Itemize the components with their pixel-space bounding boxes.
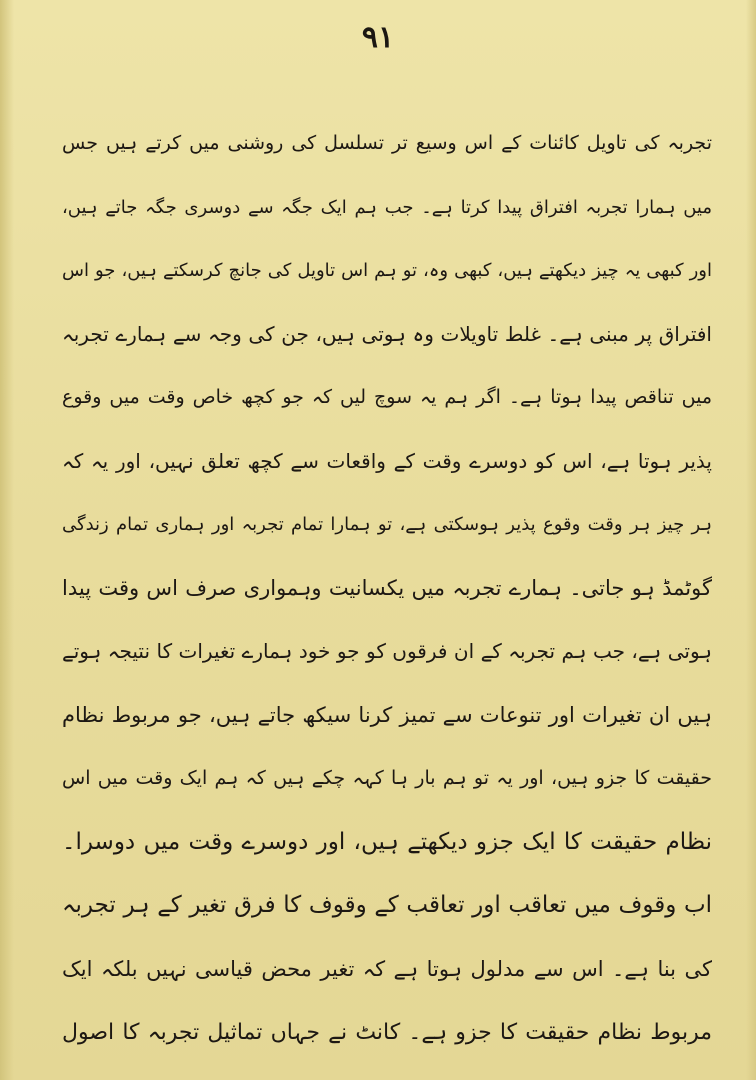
text-line: ہیں ان تغیرات اور تنوعات سے تمیز کرنا سیکھ جاتے ہیں، جو مربوط نظام [62,702,712,727]
text-line: حقیقت کا جزو ہیں، اور یہ تو ہم بار ہا کہہ چکے ہیں کہ ہم ایک وقت میں اس [62,767,712,789]
text-line: اور کبھی یہ چیز دیکھتے ہیں، کبھی وہ، تو ہم اس تاویل کی جانچ کرسکتے ہیں، جو اس [62,260,712,281]
page-number: ۹۱ [361,20,395,55]
text-line: میں تناقص پیدا ہوتا ہے۔ اگر ہم یہ سوچ لیں کہ جو کچھ خاص وقت میں وقوع [62,386,712,408]
text-line: ہوتی ہے، جب ہم تجربہ کے ان فرقوں کو جو خود ہمارے تغیرات کا نتیجہ ہوتے [62,639,712,663]
text-line: تجربہ کی تاویل کائنات کے اس وسیع تر تسلسل کی روشنی میں کرتے ہیں جس [62,132,712,154]
text-line: مربوط نظام حقیقت کا جزو ہے۔ کانٹ نے جہاں تماثیل تجربہ کا اصول [62,1020,712,1045]
text-line: ہر چیز ہر وقت وقوع پذیر ہوسکتی ہے، تو ہمارا تمام تجربہ اور ہماری تمام زندگی [62,514,712,535]
text-line: میں ہمارا تجربہ افتراق پیدا کرتا ہے۔ جب ہم ایک جگہ سے دوسری جگہ جاتے ہیں، [62,196,712,218]
text-line: اب وقوف میں تعاقب اور تعاقب کے وقوف کا فرق تغیر کے ہر تجربہ [62,892,712,918]
text-line: نظام حقیقت کا ایک جزو دیکھتے ہیں، اور دوسرے وقت میں دوسرا۔ [62,828,712,855]
text-line: افتراق پر مبنی ہے۔ غلط تاویلات وہ ہوتی ہیں، جن کی وجہ سے ہمارے تجربہ [62,321,712,346]
body-text [62,112,712,1065]
text-line: پذیر ہوتا ہے، اس کو دوسرے وقت کے واقعات سے کچھ تعلق نہیں، اور یہ کہ [62,448,712,473]
text-line: گوٹمڈ ہو جاتی۔ ہمارے تجربہ میں یکسانیت وہمواری صرف اس وقت پیدا [62,575,712,600]
text-line: کی بنا ہے۔ اس سے مدلول ہوتا ہے کہ تغیر محض قیاسی نہیں بلکہ ایک [62,956,712,981]
